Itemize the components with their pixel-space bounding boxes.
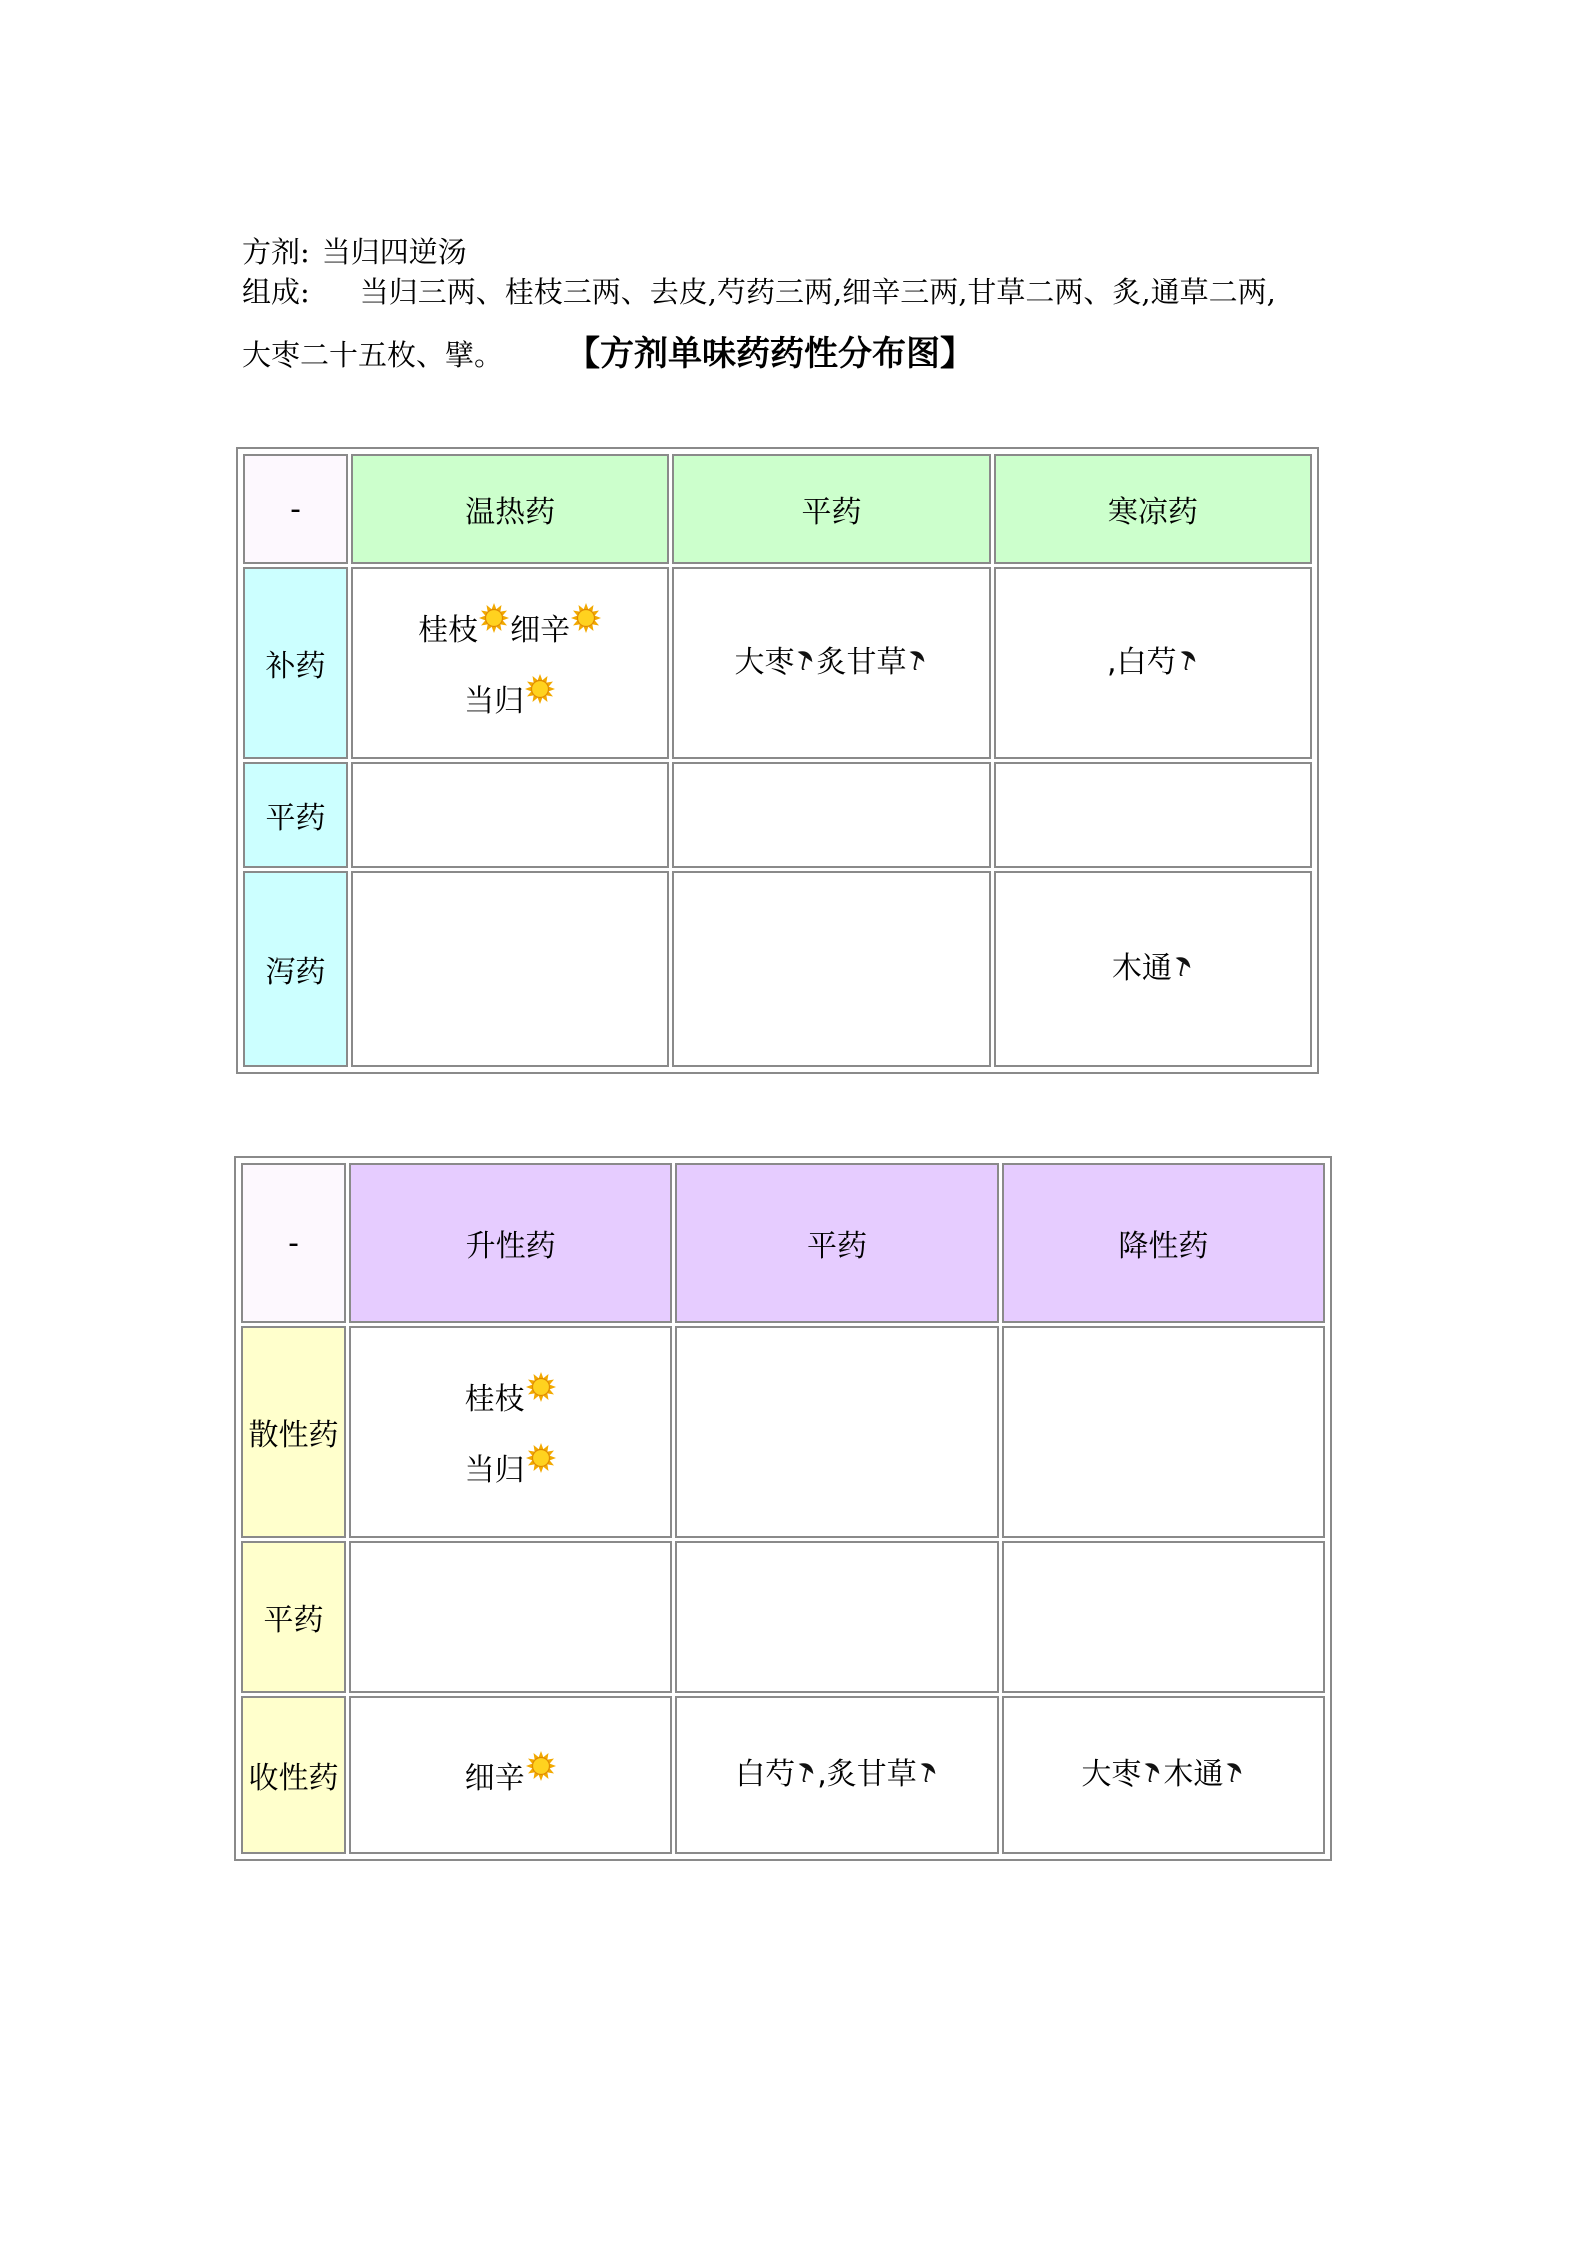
table-cell xyxy=(994,567,1312,759)
row-header-neutral: 平药 xyxy=(243,762,348,868)
column-header-cold-cool: 寒凉药 xyxy=(994,454,1312,564)
herb-item xyxy=(735,1757,817,1792)
umbrella-icon xyxy=(1223,1760,1245,1782)
formula-label: 方剂: xyxy=(242,235,310,269)
table-cell xyxy=(994,871,1312,1067)
herb-item xyxy=(465,1761,557,1796)
umbrella-icon xyxy=(1141,1760,1163,1782)
tonify-drain-table xyxy=(236,447,1319,1074)
herb-name: 木通 xyxy=(1163,1757,1224,1792)
herb-item xyxy=(465,1453,557,1488)
sun-icon xyxy=(570,602,602,634)
table-cell xyxy=(675,1326,998,1538)
sun-icon xyxy=(525,1750,557,1782)
herb-name: 炙甘草 xyxy=(816,645,907,680)
formula-name: 当归四逆汤 xyxy=(321,235,467,269)
composition-text: 当归三两、桂枝三两、去皮,芍药三两,细辛三两,甘草二两、炙,通草二两, xyxy=(359,275,1276,309)
herb-name: 当归 xyxy=(464,1453,525,1488)
herb-name: 白芍 xyxy=(735,1757,796,1792)
herb-line xyxy=(677,1753,996,1797)
ascend-descend-table xyxy=(234,1156,1332,1861)
document-header xyxy=(242,232,1382,379)
row-header-dispersing: 散性药 xyxy=(241,1326,346,1538)
table-cell xyxy=(994,762,1312,868)
table-cell xyxy=(672,762,990,868)
herb-name: ,炙甘草 xyxy=(817,1757,917,1792)
umbrella-icon xyxy=(1172,954,1194,976)
table-cell xyxy=(672,567,990,759)
herb-item xyxy=(1107,645,1199,680)
herb-name: 细辛 xyxy=(510,613,571,648)
sun-icon xyxy=(524,673,556,705)
herb-name: 细辛 xyxy=(464,1760,525,1796)
herb-item xyxy=(418,613,510,648)
chart-title: 【方剂单味药药性分布图】 xyxy=(583,334,975,374)
row-header-astringing: 收性药 xyxy=(241,1696,346,1854)
herb-line xyxy=(996,947,1310,991)
herb-line xyxy=(351,1442,670,1493)
herb-name: 桂枝 xyxy=(418,613,479,648)
herb-name: 大枣 xyxy=(734,645,795,680)
row-header-drain: 泻药 xyxy=(243,871,348,1067)
herb-line xyxy=(996,641,1310,685)
column-header-neutral: 平药 xyxy=(675,1163,998,1323)
row-header-tonify: 补药 xyxy=(243,567,348,759)
sun-icon xyxy=(525,1442,557,1474)
herb-item xyxy=(1163,1757,1245,1792)
column-header-warm-hot: 温热药 xyxy=(351,454,669,564)
column-header-ascending: 升性药 xyxy=(349,1163,672,1323)
herb-name: 当归 xyxy=(464,684,525,719)
herb-line xyxy=(351,1750,670,1801)
herb-line xyxy=(674,641,988,685)
table-cell xyxy=(1002,1541,1325,1693)
herb-name: 木通 xyxy=(1111,951,1172,986)
composition-text-2: 大枣二十五枚、擘。 xyxy=(242,338,504,372)
herb-item xyxy=(465,1382,557,1417)
column-header-descending: 降性药 xyxy=(1002,1163,1325,1323)
table-cell xyxy=(672,871,990,1067)
table-cell xyxy=(1002,1696,1325,1854)
herb-line xyxy=(353,602,667,653)
umbrella-icon xyxy=(794,648,816,670)
table-cell xyxy=(1002,1326,1325,1538)
umbrella-icon xyxy=(795,1760,817,1782)
composition-label: 组成: xyxy=(242,275,310,309)
table-cell xyxy=(349,1696,672,1854)
herb-name: ,白芍 xyxy=(1107,645,1177,680)
herb-name: 桂枝 xyxy=(464,1382,525,1417)
herb-line xyxy=(353,673,667,724)
herb-line xyxy=(351,1371,670,1422)
table-cell xyxy=(351,567,669,759)
table-cell xyxy=(351,762,669,868)
composition-line xyxy=(242,272,1382,312)
table-cell xyxy=(675,1541,998,1693)
herb-item xyxy=(1112,951,1194,986)
umbrella-icon xyxy=(917,1760,939,1782)
table-cell xyxy=(349,1541,672,1693)
row-header-neutral: 平药 xyxy=(241,1541,346,1693)
formula-line xyxy=(242,232,1382,272)
herb-item xyxy=(817,1757,939,1792)
herb-item xyxy=(734,645,816,680)
umbrella-icon xyxy=(906,648,928,670)
herb-item xyxy=(1081,1757,1163,1792)
herb-item xyxy=(816,645,928,680)
herb-item xyxy=(464,684,556,719)
table-cell xyxy=(351,871,669,1067)
herb-name: 大枣 xyxy=(1081,1757,1142,1792)
sun-icon xyxy=(478,602,510,634)
column-header-neutral: 平药 xyxy=(672,454,990,564)
herb-line xyxy=(1004,1753,1323,1797)
umbrella-icon xyxy=(1177,648,1199,670)
table-cell xyxy=(349,1326,672,1538)
table-cell xyxy=(675,1696,998,1854)
corner-cell: - xyxy=(243,454,348,564)
sun-icon xyxy=(525,1371,557,1403)
composition-line-2 xyxy=(242,330,1382,379)
herb-item xyxy=(510,613,602,648)
corner-cell: - xyxy=(241,1163,346,1323)
